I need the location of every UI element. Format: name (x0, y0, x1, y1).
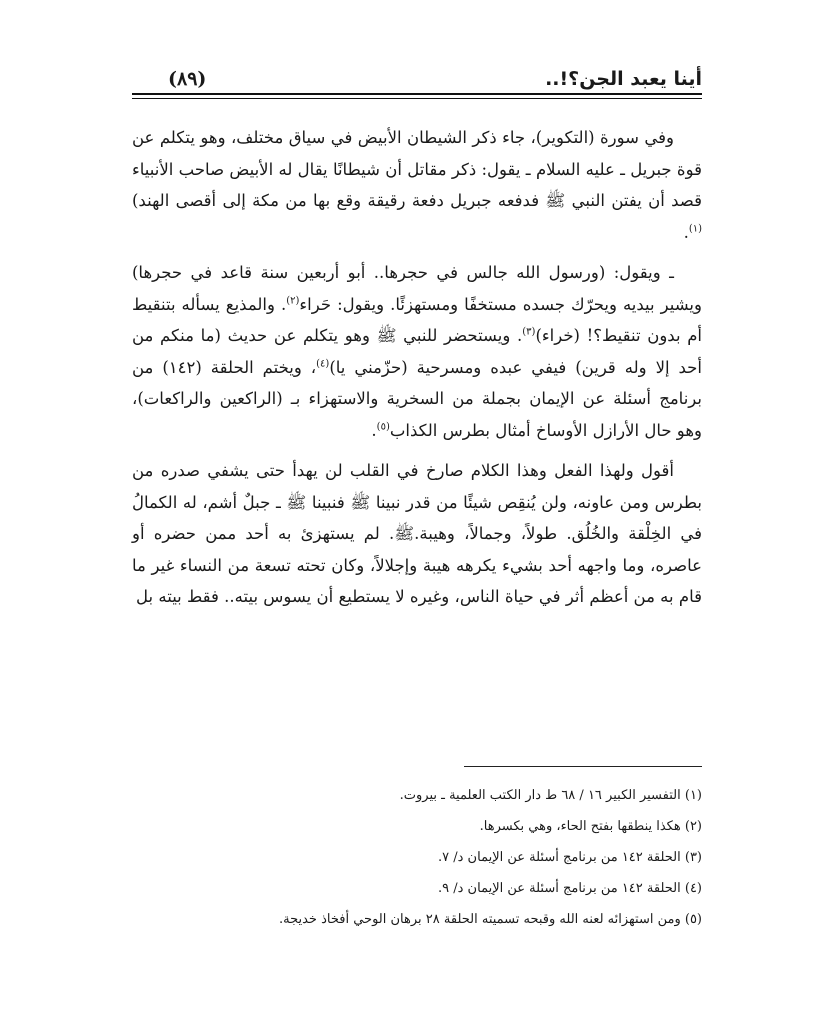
header-title: أينا يعبد الجن؟!.. (545, 68, 702, 90)
footnotes (132, 780, 702, 935)
main-text (132, 122, 702, 622)
footnote-3: (٣) الحلقة ١٤٢ من برنامج أسئلة عن الإيمان د/ ٧. (438, 850, 702, 865)
footnote-1: (١) التفسير الكبير ١٦ / ٦٨ ط دار الكتب العلمية ـ بيروت. (399, 788, 702, 803)
paragraph-3 (132, 455, 702, 613)
footnote-ref-2: (٢) (286, 295, 300, 306)
book-page (132, 60, 702, 960)
paragraph-2-text-4: ، ويختم الحلقة (١٤٢) من برنامج أسئلة عن الإيمان بجملة من السخرية والاستهزاء بـ (الراكعين والراكعات)، وهو حال الأرازل الأوساخ أمثال بطرس الكذاب (132, 357, 702, 440)
footnote-ref-1: (١) (688, 223, 702, 234)
paragraph-2-text-2: . والمذيع يسأله بتنقيط أم بدون تنقيط؟! (خراء) (132, 294, 703, 345)
footnote-ref-5: (٥) (376, 421, 390, 432)
paragraph-2-text-3: . ويستحضر للنبي ﷺ وهو يتكلم عن حديث (ما منكم من أحد إلا وله قرين) فيفي عبده ومسرحية (حزّمني يا) (132, 326, 702, 377)
running-header (132, 60, 702, 92)
footnote-5: (٥) ومن استهزائه لعنه الله وقبحه تسميته الحلقة ٢٨ برهان الوحي أفخاذ خديجة. (279, 912, 702, 927)
header-rule-thin (132, 98, 702, 99)
footnote-2: (٢) هكذا ينطقها بفتح الحاء، وهي بكسرها. (479, 819, 702, 834)
paragraph-1 (132, 122, 702, 248)
paragraph-2-text: ـ ويقول: (ورسول الله جالس في حجرها.. أبو أربعين سنة قاعد في حجرها) ويشير بيديه ويحرّك جسده مستخفًا ومستهزئًا. ويقول: حَراء (132, 263, 702, 314)
header-rule-thick (132, 93, 702, 95)
paragraph-1-tail: . (683, 222, 689, 242)
footnote-separator (464, 766, 702, 767)
footnote-4: (٤) الحلقة ١٤٢ من برنامج أسئلة عن الإيمان د/ ٩. (438, 881, 702, 896)
page-number: (٨٩) (168, 68, 207, 90)
paragraph-2 (132, 257, 702, 446)
footnote-ref-3: (٣) (522, 326, 536, 338)
paragraph-2-tail: . (371, 420, 377, 440)
paragraph-1-text: وفي سورة (التكوير)، جاء ذكر الشيطان الأبيض في سياق مختلف، وهو يتكلم عن قوة جبريل ـ عليه السلام ـ يقول: ذكر مقاتل أن شيطانًا يقال له الأبيض صاحب الأنبياء قصد أن يفتن النبي ﷺ فدفعه جبريل دفعة رقيقة وقع بها من مكة إلى أقصى الهند) (132, 128, 702, 210)
paragraph-3-text: أقول ولهذا الفعل وهذا الكلام صارخ في القلب لن يهدأ حتى يشفي صدره من بطرس ومن عاونه، ولن يُنقِص شيئًا من قدر نبينا ﷺ فنبينا ﷺ ـ جبلٌ أشم، له الكمالُ في الخِلْقة والخُلُق. طولاً، وجمالاً، وهيبة.ﷺ. لم يستهزئ به أحد ممن حضره أو عاصره، وما واجهه أحد بشيء يكرهه هيبة وإجلالاً، وكان تحته تسعة من النساء غير ما قام به من أعظم أثر في حياة الناس، وغيره لا يستطيع أن يسوس بيته.. فقط بيته بل (132, 461, 702, 606)
footnote-ref-4: (٤) (316, 358, 330, 369)
